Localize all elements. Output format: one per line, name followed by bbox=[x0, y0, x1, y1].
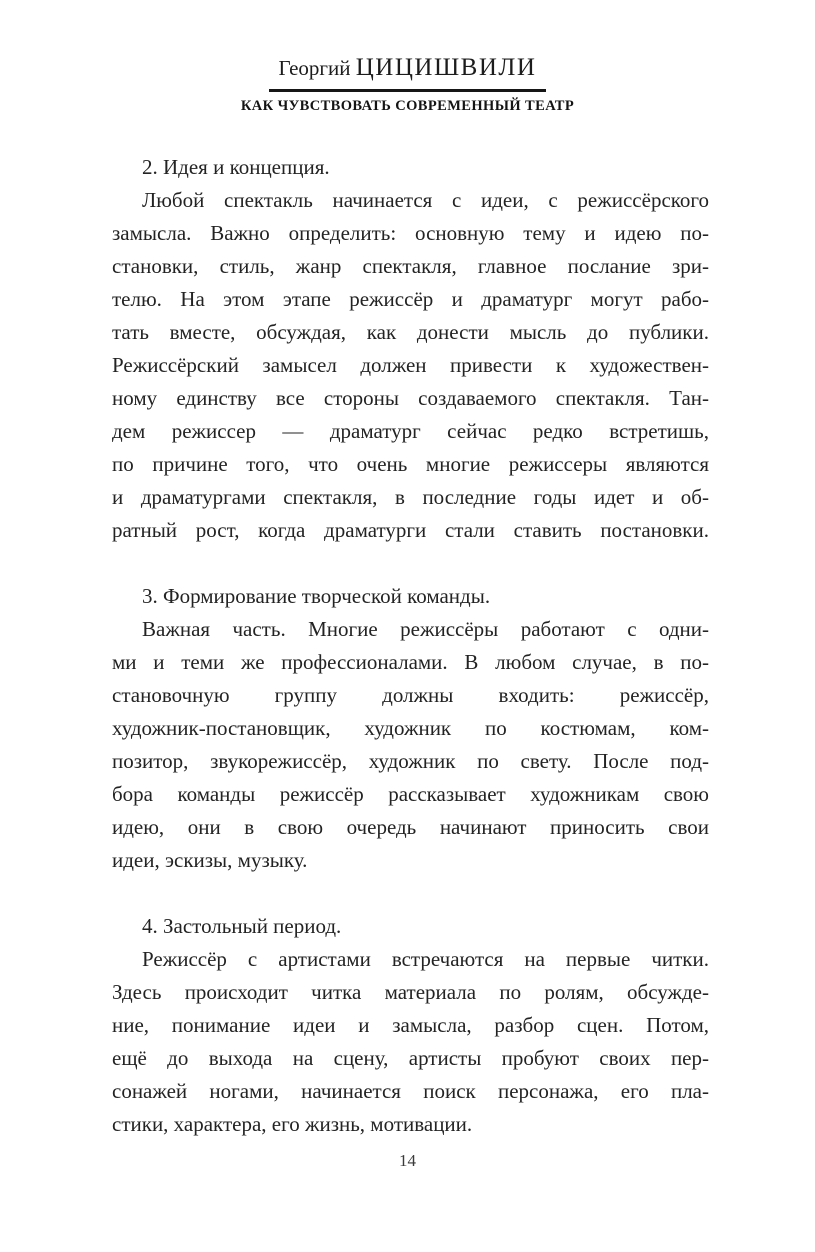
text-line: 2. Идея и концепция. bbox=[142, 155, 330, 179]
page-body bbox=[112, 151, 709, 1141]
text-line: ми и теми же профессионалами. В любом случае, в по- bbox=[112, 650, 709, 674]
author-last-name: ЦИЦИШВИЛИ bbox=[355, 54, 537, 81]
section-table-period bbox=[112, 910, 709, 1141]
text-line: и драматургами спектакля, в последние годы идет и об- bbox=[112, 485, 709, 509]
text-line: художник-постановщик, художник по костюмам, ком- bbox=[112, 716, 709, 740]
text-line: Здесь происходит читка материала по ролям, обсужде- bbox=[112, 980, 709, 1004]
text-line: ному единству все стороны создаваемого спектакля. Тан- bbox=[112, 386, 709, 410]
page-number: 14 bbox=[399, 1151, 416, 1170]
text-line: замысла. Важно определить: основную тему и идею по- bbox=[112, 221, 709, 245]
text-line: бора команды режиссёр рассказывает художникам свою bbox=[112, 782, 709, 806]
text-line: 3. Формирование творческой команды. bbox=[142, 584, 491, 608]
text-line: становочную группу должны входить: режиссёр, bbox=[112, 683, 709, 707]
text-line: ещё до выхода на сцену, артисты пробуют своих пер- bbox=[112, 1046, 709, 1070]
text-line: становки, стиль, жанр спектакля, главное послание зри- bbox=[112, 254, 709, 278]
section-creative-team bbox=[112, 580, 709, 877]
text-line: позитор, звукорежиссёр, художник по свету. После под- bbox=[112, 749, 709, 773]
text-line: по причине того, что очень многие режиссеры являются bbox=[112, 452, 709, 476]
text-line: дем режиссер — драматург сейчас редко встретишь, bbox=[112, 419, 709, 443]
author-name bbox=[0, 54, 815, 82]
text-line: сонажей ногами, начинается поиск персонажа, его пла- bbox=[112, 1079, 709, 1103]
text-line: Важная часть. Многие режиссёры работают с одни- bbox=[142, 617, 709, 641]
text-line: 4. Застольный период. bbox=[142, 914, 342, 938]
header-divider bbox=[269, 89, 546, 92]
text-line: ние, понимание идеи и замысла, разбор сцен. Потом, bbox=[112, 1013, 709, 1037]
text-line: стики, характера, его жизнь, мотивации. bbox=[112, 1112, 473, 1136]
text-line: ратный рост, когда драматурги стали ставить постановки. bbox=[112, 518, 709, 542]
text-line: идеи, эскизы, музыку. bbox=[112, 848, 308, 872]
section-idea-and-concept bbox=[112, 151, 709, 547]
text-line: идею, они в свою очередь начинают приносить свои bbox=[112, 815, 709, 839]
page-header bbox=[0, 0, 815, 117]
text-line: Режиссёрский замысел должен привести к художествен- bbox=[112, 353, 709, 377]
text-line: Режиссёр с артистами встречаются на первые читки. bbox=[142, 947, 709, 971]
text-line: тать вместе, обсуждая, как донести мысль до публики. bbox=[112, 320, 709, 344]
text-line: телю. На этом этапе режиссёр и драматург могут рабо- bbox=[112, 287, 709, 311]
author-first-name: Георгий bbox=[278, 56, 351, 80]
text-line: Любой спектакль начинается с идеи, с режиссёрского bbox=[142, 188, 709, 212]
book-title: КАК ЧУВСТВОВАТЬ СОВРЕМЕННЫЙ ТЕАТР bbox=[240, 98, 575, 114]
